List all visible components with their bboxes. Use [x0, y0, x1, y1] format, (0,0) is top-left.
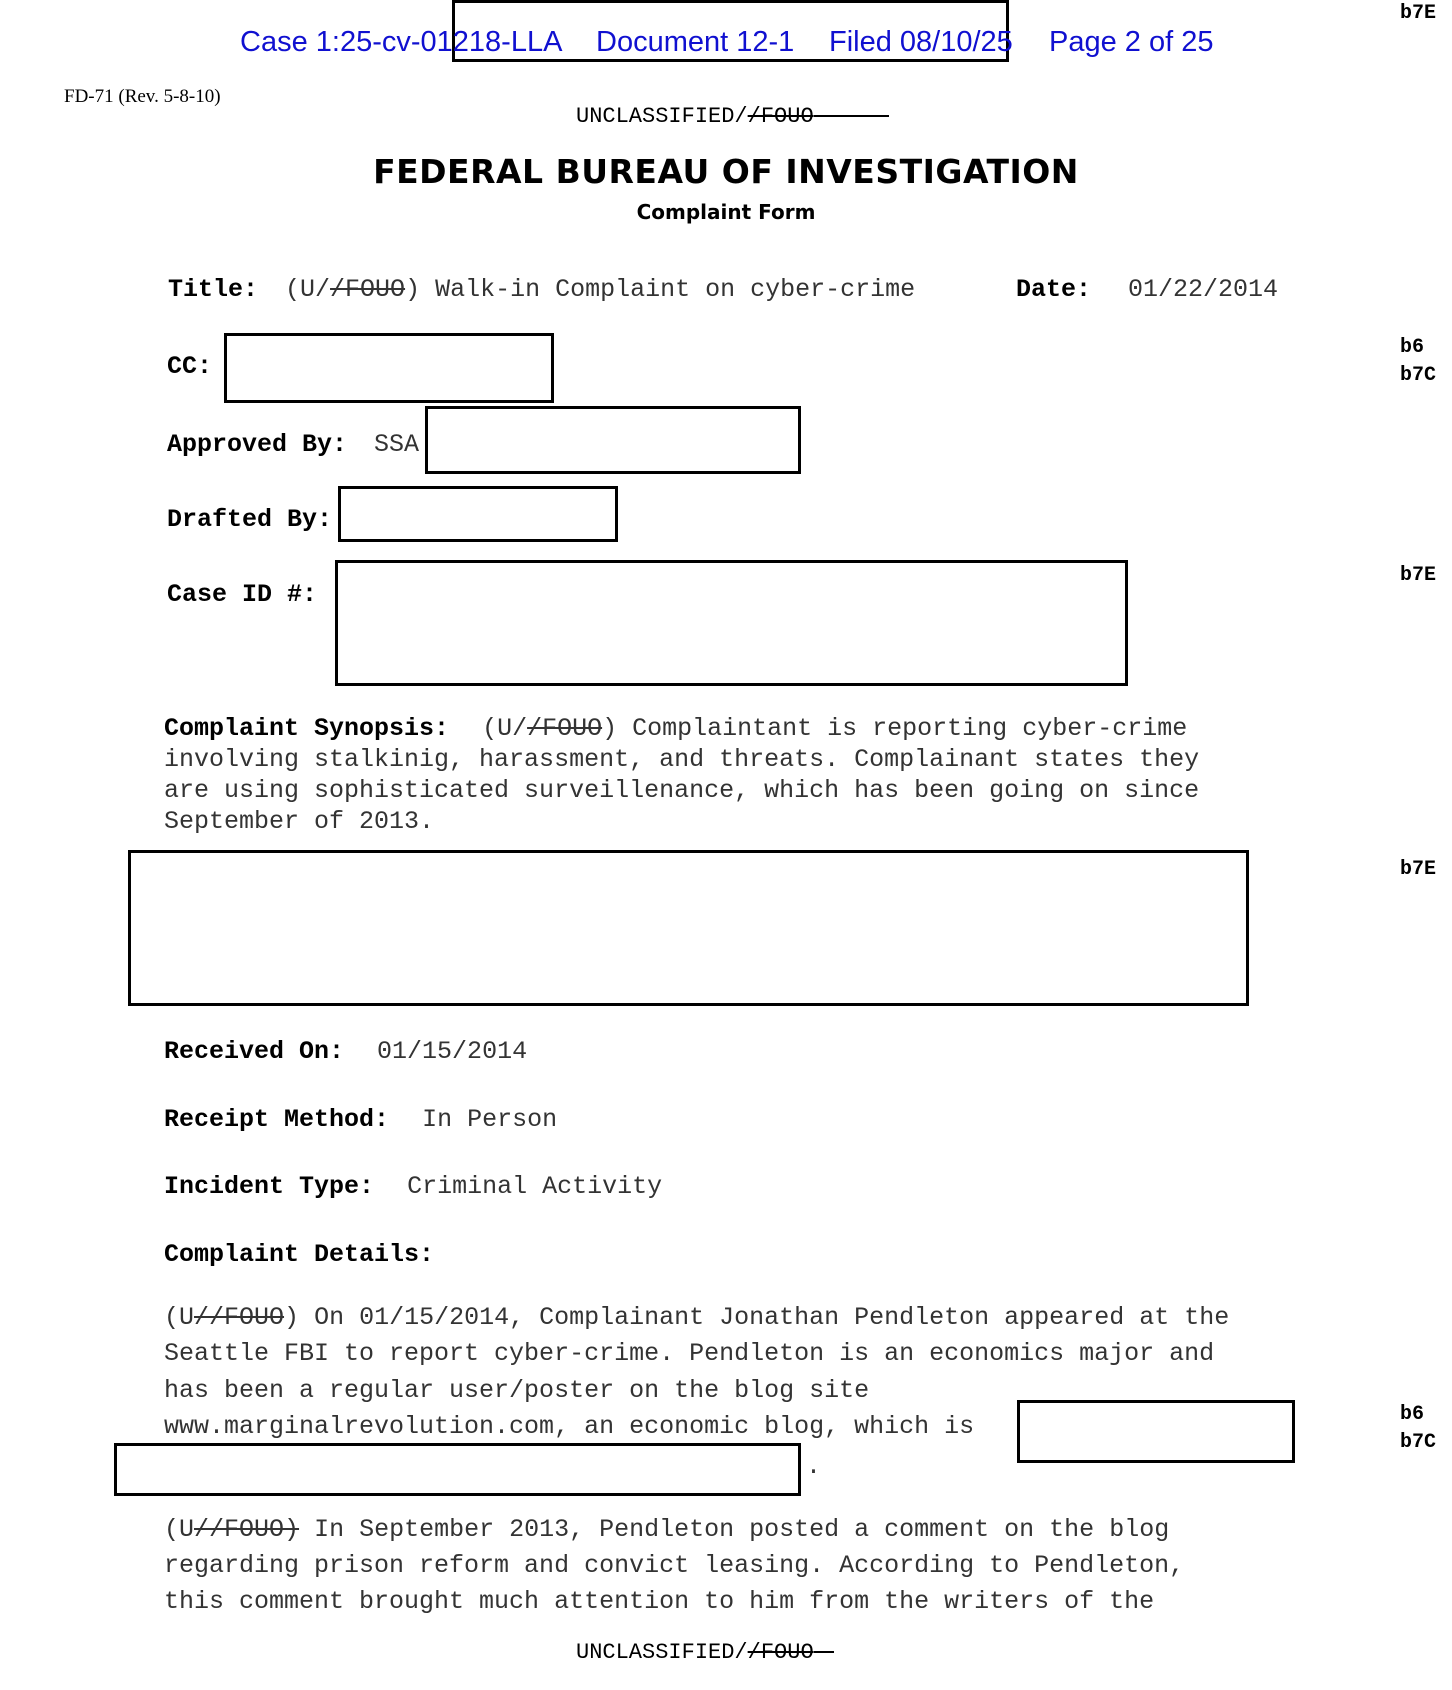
- received-label: Received On:: [164, 1037, 345, 1066]
- exemption-b7e-2: b7E: [1399, 564, 1436, 587]
- exemption-b7c-2: b7C: [1399, 1431, 1436, 1454]
- details2-text-2: regarding prison reform and convict leasing. According to Pendleton,: [164, 1551, 1185, 1580]
- date-value: 01/22/2014: [1128, 275, 1279, 304]
- details2-prefix: (U: [164, 1515, 195, 1544]
- title-row: [168, 275, 915, 304]
- synopsis-line-1: [164, 714, 1187, 743]
- incident-type-value: Criminal Activity: [407, 1172, 663, 1201]
- drafted-redaction: [338, 486, 618, 542]
- filed-date: Filed 08/10/25: [829, 26, 1013, 58]
- form-title: Complaint Form: [636, 200, 816, 224]
- details2-text-3: this comment brought much attention to him from the writers of the: [164, 1587, 1155, 1616]
- synopsis-text-3: are using sophisticated surveillenance, which has been going on since: [164, 776, 1200, 805]
- case-number: Case 1:25-cv-01218-LLA: [240, 26, 563, 58]
- classification-bottom-struck: /FOUO: [747, 1640, 814, 1665]
- synopsis-redaction: [128, 850, 1249, 1006]
- exemption-b6-1: b6: [1399, 336, 1424, 359]
- details1-redaction-bottom: [114, 1443, 801, 1496]
- details1-text-1: On 01/15/2014, Complainant Jonathan Pendleton appeared at the: [314, 1303, 1230, 1332]
- approved-redaction: [425, 406, 801, 474]
- classification-struck: /FOUO: [747, 104, 814, 129]
- exemption-b6-2: b6: [1399, 1403, 1424, 1426]
- title-prefix: (U/: [285, 275, 331, 304]
- form-code: FD-71 (Rev. 5-8-10): [64, 86, 221, 107]
- details2-line-1: [164, 1515, 1169, 1544]
- details2-text-1: In September 2013, Pendleton posted a comment on the blog: [314, 1515, 1170, 1544]
- classification-label: UNCLASSIFIED/: [576, 104, 748, 129]
- details1-prefix: (U: [164, 1303, 195, 1332]
- details1-end: .: [806, 1452, 822, 1481]
- drafted-label: Drafted By:: [167, 505, 333, 534]
- synopsis-label: Complaint Synopsis:: [164, 714, 450, 743]
- page-number: Page 2 of 25: [1049, 26, 1214, 58]
- exemption-b7e-3: b7E: [1399, 858, 1436, 881]
- receipt-method-row: [164, 1105, 557, 1134]
- synopsis-prefix: (U/: [482, 714, 528, 743]
- details1-struck: //FOUO: [194, 1303, 285, 1332]
- details1-redaction-right: [1017, 1400, 1295, 1463]
- cc-redaction: [224, 333, 554, 403]
- title-label: Title:: [168, 275, 259, 304]
- classification-top: [576, 104, 889, 129]
- details1-close: ): [284, 1303, 300, 1332]
- synopsis-text-1: Complaintant is reporting cyber-crime: [632, 714, 1188, 743]
- synopsis-struck: /FOUO: [527, 714, 603, 743]
- synopsis-close: ): [602, 714, 618, 743]
- exemption-b7c-1: b7C: [1399, 364, 1436, 387]
- incident-type-row: [164, 1172, 662, 1201]
- strike-trail: [814, 115, 889, 117]
- details1-text-4: www.marginalrevolution.com, an economic blog, which is: [164, 1412, 975, 1441]
- case-id-redaction: [335, 560, 1128, 686]
- classification-bottom: [576, 1640, 834, 1665]
- approved-value: SSA: [374, 430, 420, 459]
- details-label: Complaint Details:: [164, 1240, 435, 1269]
- received-row: [164, 1037, 527, 1066]
- strike-trail-bottom: [814, 1651, 834, 1653]
- details1-text-3: has been a regular user/poster on the blog site: [164, 1376, 870, 1405]
- classification-bottom-label: UNCLASSIFIED/: [576, 1640, 748, 1665]
- synopsis-text-4: September of 2013.: [164, 807, 435, 836]
- details1-text-2: Seattle FBI to report cyber-crime. Pendleton is an economics major and: [164, 1339, 1215, 1368]
- exemption-b7e-1: b7E: [1399, 2, 1436, 25]
- received-value: 01/15/2014: [377, 1037, 528, 1066]
- title-value: Walk-in Complaint on cyber-crime: [435, 275, 916, 304]
- case-id-label: Case ID #:: [167, 580, 318, 609]
- approved-label: Approved By:: [167, 430, 348, 459]
- cc-label: CC:: [167, 352, 213, 381]
- date-label: Date:: [1016, 275, 1092, 304]
- receipt-method-label: Receipt Method:: [164, 1105, 390, 1134]
- incident-type-label: Incident Type:: [164, 1172, 375, 1201]
- details1-line-1: [164, 1303, 1229, 1332]
- agency-title: FEDERAL BUREAU OF INVESTIGATION: [373, 152, 1079, 191]
- document-number: Document 12-1: [596, 26, 795, 58]
- receipt-method-value: In Person: [422, 1105, 558, 1134]
- synopsis-text-2: involving stalkinig, harassment, and threats. Complainant states they: [164, 745, 1200, 774]
- title-close: ): [405, 275, 421, 304]
- title-struck: /FOUO: [330, 275, 406, 304]
- details2-struck: //FOUO): [194, 1515, 300, 1544]
